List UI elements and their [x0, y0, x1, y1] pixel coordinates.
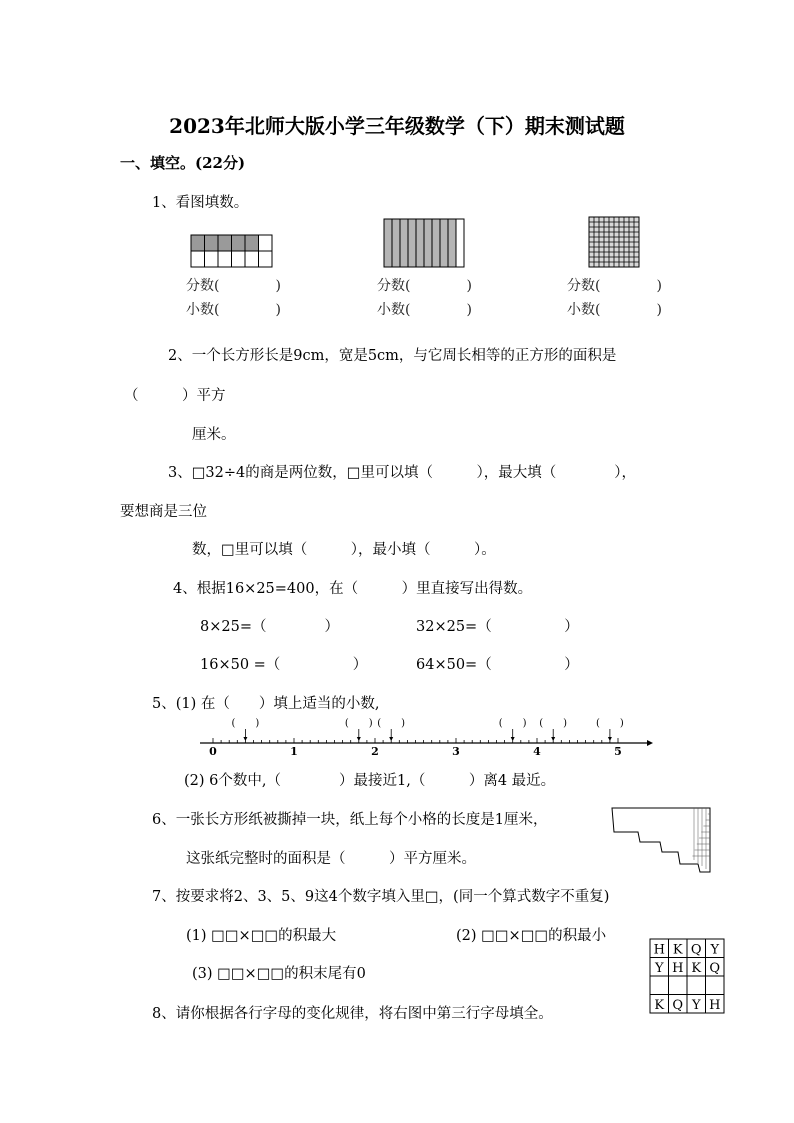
letter-glyph: K: [672, 942, 683, 958]
torn-paper-figure: [610, 806, 714, 876]
number-line-pointer-head: [243, 737, 247, 741]
letter-glyph: Y: [654, 960, 664, 976]
grid-cell: [218, 235, 232, 251]
decimal-blank-3[interactable]: 小数( ): [567, 302, 662, 318]
q4-item-c[interactable]: 16×50 =（ ）: [200, 657, 368, 673]
letter-cell: [669, 976, 688, 995]
number-line-pointer-head: [608, 737, 612, 741]
grid-cell: [191, 251, 205, 267]
question-3-line-1: 3、□32÷4的商是两位数，□里可以填（ ），最大填（ ），: [168, 465, 636, 481]
grid-cell: [232, 251, 246, 267]
section-heading: 一、填空。(22分): [120, 154, 246, 172]
strip-cell: [424, 219, 432, 267]
question-2-line-3: 厘米。: [192, 427, 236, 443]
fraction-figure-3: [588, 216, 640, 268]
letter-glyph: Q: [709, 960, 721, 976]
number-line-pointer-head: [511, 737, 515, 741]
strip-cell: [392, 219, 400, 267]
question-3-line-2: 要想商是三位: [120, 504, 207, 520]
q4-item-d[interactable]: 64×50=（ ）: [416, 657, 579, 673]
decimal-blank-1[interactable]: 小数( ): [186, 302, 281, 318]
number-line-blank: ( ): [377, 718, 406, 729]
grid-cell: [205, 251, 219, 267]
q4-item-a[interactable]: 8×25=（ ）: [200, 619, 339, 635]
strip-cell: [432, 219, 440, 267]
number-line-label: 0: [209, 745, 217, 758]
letter-glyph: K: [691, 960, 702, 976]
number-line: [195, 716, 655, 760]
grid-cell: [259, 251, 273, 267]
letter-grid: [649, 938, 727, 1016]
grid-cell: [205, 235, 219, 251]
number-line-label: 4: [533, 745, 541, 758]
number-line-label: 2: [371, 745, 379, 758]
letter-glyph: Y: [691, 997, 701, 1013]
number-line-arrowhead: [647, 740, 653, 746]
strip-cell: [440, 219, 448, 267]
question-6-line-1: 6、一张长方形纸被撕掉一块，纸上每个小格的长度是1厘米，: [152, 812, 548, 828]
strip-cell: [448, 219, 456, 267]
strip-cell: [384, 219, 392, 267]
grid-cell: [245, 235, 259, 251]
question-2-line-2: （ ）平方: [124, 388, 226, 404]
letter-glyph: H: [653, 942, 665, 958]
question-3-line-3: 数，□里可以填（ ），最小填（ ）。: [192, 542, 496, 558]
strip-cell: [400, 219, 408, 267]
fraction-blank-1[interactable]: 分数( ): [186, 278, 281, 294]
question-6-line-2: 这张纸完整时的面积是（ ）平方厘米。: [186, 851, 476, 867]
question-8: 8、请你根据各行字母的变化规律，将右图中第三行字母填全。: [152, 1006, 553, 1022]
fraction-figure-2: [383, 218, 465, 268]
number-line-pointer-head: [551, 737, 555, 741]
letter-glyph: Q: [690, 942, 702, 958]
number-line-pointer-head: [389, 737, 393, 741]
number-line-blank: ( ): [595, 718, 624, 729]
question-7: 7、按要求将2、3、5、9这4个数字填入里□，(同一个算式数字不重复): [152, 889, 610, 905]
letter-glyph: H: [709, 997, 721, 1013]
grid-cell: [259, 235, 273, 251]
number-line-label: 1: [290, 745, 298, 758]
letter-glyph: Y: [710, 942, 720, 958]
q7-part-2: (2) □□×□□的积最小: [456, 928, 607, 944]
number-line-label: 3: [452, 745, 460, 758]
grid-cell: [245, 251, 259, 267]
question-5-line-2: (2) 6个数中,（ ）最接近1,（ ）离4 最近。: [184, 773, 556, 789]
number-line-blank: ( ): [498, 718, 527, 729]
fraction-figure-1: [190, 234, 276, 270]
question-4: 4、根据16×25=400，在（ ）里直接写出得数。: [173, 581, 533, 597]
number-line-label: 5: [614, 745, 622, 758]
letter-cell: [650, 976, 669, 995]
question-5-line-1: 5、(1) 在（ ）填上适当的小数,: [152, 696, 380, 712]
number-line-blank: ( ): [539, 718, 568, 729]
question-1: 1、看图填数。: [152, 195, 249, 211]
letter-glyph: Q: [672, 997, 684, 1013]
letter-cell: [687, 976, 706, 995]
strip-cell: [408, 219, 416, 267]
strip-cell: [416, 219, 424, 267]
letter-cell: [706, 976, 725, 995]
number-line-blank: ( ): [344, 718, 373, 729]
grid-cell: [191, 235, 205, 251]
number-line-blank: ( ): [231, 718, 260, 729]
fraction-blank-3[interactable]: 分数( ): [567, 278, 662, 294]
strip-cell: [456, 219, 464, 267]
question-2-line-1: 2、一个长方形长是9cm，宽是5cm，与它周长相等的正方形的面积是: [168, 348, 617, 364]
grid-cell: [232, 235, 246, 251]
decimal-blank-2[interactable]: 小数( ): [377, 302, 472, 318]
q7-part-1: (1) □□×□□的积最大: [186, 928, 337, 944]
q7-part-3: (3) □□×□□的积末尾有0: [192, 966, 366, 982]
paper-outline: [612, 808, 710, 872]
page-title: 2023年北师大版小学三年级数学（下）期末测试题: [169, 114, 625, 138]
letter-glyph: K: [654, 997, 665, 1013]
letter-glyph: H: [672, 960, 684, 976]
grid-cell: [218, 251, 232, 267]
number-line-pointer-head: [357, 737, 361, 741]
fraction-blank-2[interactable]: 分数( ): [377, 278, 472, 294]
q4-item-b[interactable]: 32×25=（ ）: [416, 619, 579, 635]
